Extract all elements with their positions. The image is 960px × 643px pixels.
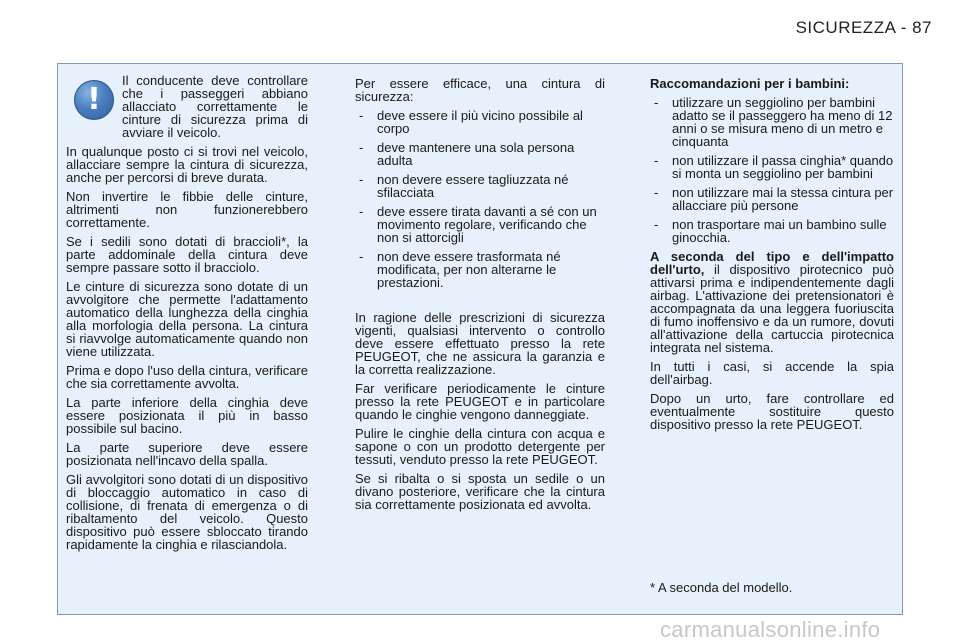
spacer <box>355 295 605 311</box>
section-heading: Raccomandazioni per i bambini: <box>650 76 850 91</box>
paragraph: In ragione delle prescrizioni di sicurezza vigenti, qualsiasi intervento o controllo deve essere effettuato presso la rete PEUGEOT, che ne assicura la garanzia e la corretta realizzazione. <box>355 310 605 377</box>
paragraph: In qualunque posto ci si trovi nel veicolo, allacciare sempre la cintura di sicurezza, anche per percorsi di breve durata. <box>66 144 308 185</box>
airbag-paragraph <box>650 250 894 354</box>
warning-box <box>66 74 122 132</box>
list-item: - deve essere il più vicino possibile al corpo <box>355 109 605 135</box>
paragraph: Prima e dopo l'uso della cintura, verificare che sia correttamente avvolta. <box>66 363 308 391</box>
watermark: carmanualsonline.info <box>660 617 881 642</box>
paragraph: Dopo un urto, fare controllare ed eventualmente sostituire questo dispositivo presso la rete PEUGEOT. <box>650 391 894 432</box>
warning-text: Il conducente deve controllare che i passeggeri abbiano allacciato correttamente le cinture di sicurezza prima di avviare il veicolo. <box>122 73 308 140</box>
list-item: - utilizzare un seggiolino per bambini adatto se il passeggero ha meno di 12 anni o se misura meno di un metro e cinquanta <box>650 96 894 148</box>
exclamation-icon: ! <box>74 80 114 120</box>
children-list <box>650 96 894 244</box>
paragraph: Se si ribalta o si sposta un sedile o un divano posteriore, verificare che la cintura sia correttamente posizionata ed avvolta. <box>355 471 605 512</box>
column-right <box>650 77 894 437</box>
list-item: - non devere essere tagliuzzata né sfilacciata <box>355 173 605 199</box>
page-title: SICUREZZA - 87 <box>795 18 932 37</box>
footnote: * A seconda del modello. <box>650 580 793 595</box>
list-item: - deve mantenere una sola persona adulta <box>355 141 605 167</box>
airbag-text: il dispositivo pirotecnico può attivarsi prima e indipendentemente dagli airbag. L'attivazione dei pretensionatori è accompagnata da una leggera fuoriuscita di fumo inoffensivo e da un rumore, dovuti all'attivazione della cartuccia pirotecnica integrata nel sistema. <box>650 262 894 355</box>
column-middle <box>355 77 605 517</box>
paragraph: Se i sedili sono dotati di braccioli*, la parte addominale della cintura deve sempre passare sotto il bracciolo. <box>66 234 308 275</box>
paragraph: La parte inferiore della cinghia deve essere posizionata il più in basso possibile sul bacino. <box>66 395 308 436</box>
paragraph: La parte superiore deve essere posizionata nell'incavo della spalla. <box>66 440 308 468</box>
paragraph: Far verificare periodicamente le cinture presso la rete PEUGEOT e in particolare quando le cinghie vengono danneggiate. <box>355 381 605 422</box>
list-item: - non trasportare mai un bambino sulle ginocchia. <box>650 218 894 244</box>
paragraph: Gli avvolgitori sono dotati di un dispositivo di bloccaggio automatico in caso di collisione, di frenata di emergenza o di ribaltamento del veicolo. Questo dispositivo può essere sbloccato tirando rapidamente la cinghia e rilasciandola. <box>66 472 308 552</box>
paragraph: In tutti i casi, si accende la spia dell'airbag. <box>650 359 894 387</box>
column-left <box>66 74 308 557</box>
paragraph: Pulire le cinghie della cintura con acqua e sapone o con un prodotto detergente per tessuti, venduto presso la rete PEUGEOT. <box>355 426 605 467</box>
list-item: - deve essere tirata davanti a sé con un movimento regolare, verificando che non si attorcigli <box>355 205 605 244</box>
lead-text: Per essere efficace, una cintura di sicurezza: <box>355 76 605 104</box>
requirements-list <box>355 109 605 289</box>
paragraph: Non invertire le fibbie delle cinture, altrimenti non funzionerebbero correttamente. <box>66 189 308 230</box>
list-item: - non utilizzare mai la stessa cintura per allacciare più persone <box>650 186 894 212</box>
paragraph: Le cinture di sicurezza sono dotate di un avvolgitore che permette l'adattamento automatico della lunghezza della cinghia alla morfologia della persona. La cintura si riavvolge automaticamente quando non viene utilizzata. <box>66 279 308 359</box>
airbag-bold-text: A seconda del tipo e dell'impatto dell'urto, <box>650 249 894 277</box>
list-item: - non utilizzare il passa cinghia* quando si monta un seggiolino per bambini <box>650 154 894 180</box>
list-item: - non deve essere trasformata né modificata, per non alterarne le prestazioni. <box>355 250 605 289</box>
